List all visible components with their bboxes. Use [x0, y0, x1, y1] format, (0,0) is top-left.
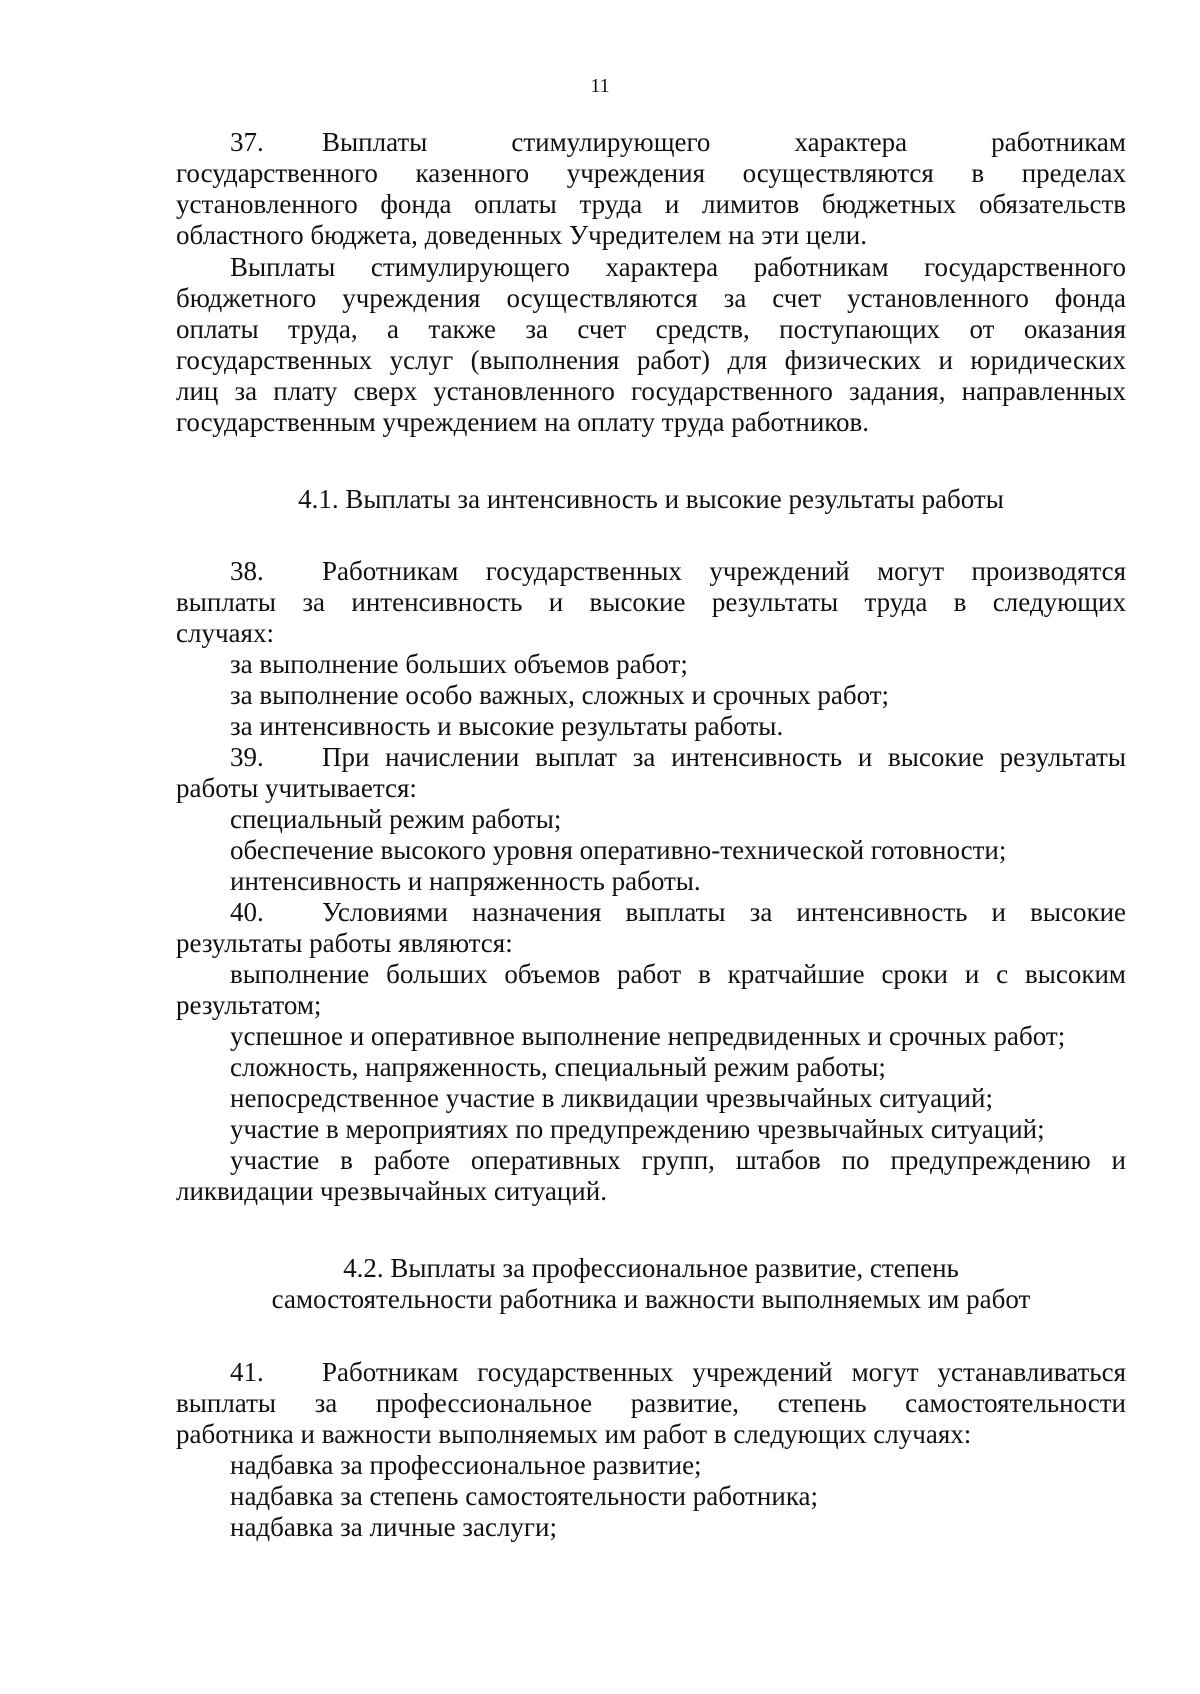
p40-item-1-line-2: результатом; [176, 990, 322, 1020]
section-heading-4-2-line-1: 4.2. Выплаты за профессиональное развитие, степень [343, 1253, 959, 1283]
p37-line-4: областного бюджета, доведенных Учредителем на эти цели. [176, 220, 868, 250]
p38-item-2: за выполнение особо важных, сложных и срочных работ; [230, 680, 890, 710]
p37b-line-6: государственным учреждением на оплату труда работников. [176, 407, 870, 437]
p39-item-1: специальный режим работы; [230, 804, 562, 834]
p37b-line-5: лиц за плату сверх установленного государственного задания, направленных [176, 376, 1126, 406]
page-number: 11 [590, 75, 610, 97]
p41-item-3: надбавка за личные заслуги; [230, 1512, 557, 1542]
p40-line-1-text: Условиями назначения выплаты за интенсивность и высокие [322, 897, 1126, 927]
p40-item-6-line-2: ликвидации чрезвычайных ситуаций. [176, 1176, 607, 1206]
p41-number: 41. [230, 1357, 264, 1387]
p40-line-1 [230, 897, 1126, 928]
p38-line-3: случаях: [176, 618, 274, 648]
p40-item-1-line-1: выполнение больших объемов работ в кратчайшие сроки и с высоким [230, 959, 1126, 989]
p37-number: 37. [230, 127, 264, 157]
p38-line-2: выплаты за интенсивность и высокие результаты труда в следующих [176, 587, 1126, 617]
p38-line-1 [230, 556, 1126, 587]
p37b-line-4: государственных услуг (выполнения работ) для физических и юридических [176, 345, 1126, 375]
section-heading-4-1: 4.1. Выплаты за интенсивность и высокие результаты работы [298, 484, 1004, 514]
p37b-line-2: бюджетного учреждения осуществляются за счет установленного фонда [176, 283, 1126, 313]
p41-item-1: надбавка за профессиональное развитие; [230, 1450, 702, 1480]
p39-item-2: обеспечение высокого уровня оперативно-технической готовности; [230, 835, 1007, 865]
p40-item-3: сложность, напряженность, специальный режим работы; [230, 1052, 886, 1082]
p38-item-1: за выполнение больших объемов работ; [230, 649, 688, 679]
p37-line-2: государственного казенного учреждения осуществляются в пределах [176, 158, 1126, 188]
p37-line-1-text: Выплаты стимулирующего характера работникам [322, 127, 1126, 157]
p38-line-1-text: Работникам государственных учреждений могут производятся [322, 556, 1126, 586]
p41-line-1 [230, 1357, 1126, 1388]
p40-item-5: участие в мероприятиях по предупреждению чрезвычайных ситуаций; [230, 1114, 1045, 1144]
p37b-line-1: Выплаты стимулирующего характера работникам государственного [230, 252, 1126, 282]
p41-line-3: работника и важности выполняемых им работ в следующих случаях: [176, 1419, 972, 1449]
p37-line-3: установленного фонда оплаты труда и лимитов бюджетных обязательств [176, 189, 1126, 219]
p41-item-2: надбавка за степень самостоятельности работника; [230, 1481, 819, 1511]
p40-number: 40. [230, 897, 264, 927]
p37-line-1 [230, 127, 1126, 158]
p39-number: 39. [230, 742, 264, 772]
p40-item-4: непосредственное участие в ликвидации чрезвычайных ситуаций; [230, 1083, 993, 1113]
p40-line-2: результаты работы являются: [176, 928, 513, 958]
p38-number: 38. [230, 556, 264, 586]
p38-item-3: за интенсивность и высокие результаты работы. [230, 711, 784, 741]
p39-item-3: интенсивность и напряженность работы. [230, 866, 701, 896]
p40-item-6-line-1: участие в работе оперативных групп, штабов по предупреждению и [230, 1145, 1126, 1175]
p39-line-1-text: При начислении выплат за интенсивность и высокие результаты [322, 742, 1126, 772]
p41-line-1-text: Работникам государственных учреждений могут устанавливаться [322, 1357, 1126, 1387]
section-heading-4-2-line-2: самостоятельности работника и важности выполняемых им работ [271, 1284, 1031, 1314]
p37b-line-3: оплаты труда, а также за счет средств, поступающих от оказания [176, 314, 1126, 344]
p39-line-1 [230, 742, 1126, 773]
p41-line-2: выплаты за профессиональное развитие, степень самостоятельности [176, 1388, 1126, 1418]
p40-item-2: успешное и оперативное выполнение непредвиденных и срочных работ; [230, 1021, 1066, 1051]
p39-line-2: работы учитывается: [176, 773, 417, 803]
